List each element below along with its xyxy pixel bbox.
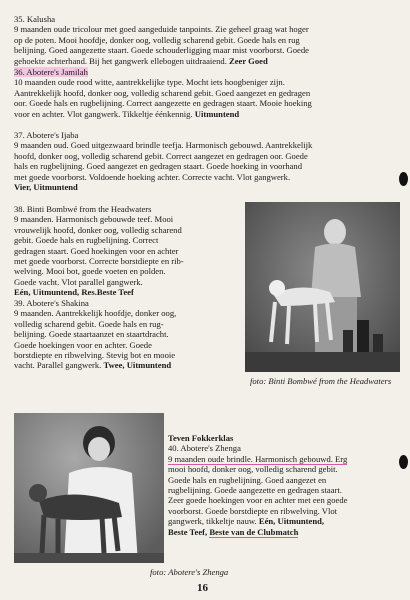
entry-line: 10 maanden oude rood witte, aantrekkelijke type. Mocht iets hoogbeniger zijn.	[14, 77, 285, 88]
caption-photo-binti: foto: Binti Bombwé from the Headwaters	[250, 376, 392, 386]
entry-line: gebit. Goede hals en rugbelijning. Correct	[14, 235, 159, 246]
binder-hole-mark	[399, 455, 408, 469]
entry-title-highlighted: 36. Abotere's Jamilah	[14, 67, 88, 77]
entry-line-underlined: 9 maanden oude brindle. Harmonisch gebouwd. Erg	[168, 453, 348, 464]
entry-line: 9 maanden. Aantrekkelijk hoofdje, donker oog,	[14, 308, 177, 319]
entry-verdict-highlighted: Beste van de Clubmatch	[209, 526, 299, 537]
entry-line: Goede vacht. Vlot parallel gangwerk.	[14, 276, 143, 287]
entry-line: gedragen staart. Goed hoekingen voor en achter	[14, 245, 179, 256]
entry-line: met goede voorborst. Voldoende hoeking achter. Correcte vacht. Vlot gangwerk.	[14, 171, 291, 182]
entry-verdict: Eén, Uitmuntend,	[258, 516, 325, 527]
entry-line: Aantrekkelijk hoofd, donker oog, volledig scharend gebit. Goed aangezet en gedragen	[14, 87, 311, 98]
entry-line: rugbelijning. Goede aangezette en gedragen staart.	[168, 485, 342, 496]
entry-line: met goede voorborst. Correcte borstdiepte en rib-	[14, 256, 184, 267]
entry-line: voor en achter. Vlot gangwerk. Tikkeltje éénkennig.	[14, 108, 193, 119]
page-number: 16	[197, 582, 208, 594]
entry-title: 39. Abotere's Shakina	[14, 298, 89, 308]
entry-37	[14, 130, 394, 192]
entry-line: gehoekte achterhand. Bij het gangwerk ellebogen uitdraaiend.	[14, 55, 227, 66]
entry-38	[14, 204, 239, 298]
entry-verdict: Beste Teef,	[168, 526, 208, 537]
entry-line: Goede hals en rugbelijning. Goed aangezet en	[168, 474, 327, 485]
entry-line: belijning. Goede staartaanzet en staartdracht.	[14, 329, 169, 340]
entry-verdict: Eén, Uitmuntend, Res.Beste Teef	[14, 287, 134, 298]
entry-line: volledig scharend gebit. Goede hals en rug-	[14, 318, 164, 329]
entry-line: voorborst. Goede borstdiepte en ribwelving. Vlot	[168, 505, 338, 516]
entry-line: 9 maanden. Harmonisch gebouwde teef. Mooi	[14, 214, 174, 225]
entry-verdict: Twee, Uitmuntend	[103, 360, 172, 371]
entry-35	[14, 14, 394, 66]
binder-hole-mark	[399, 172, 408, 186]
entry-title: 37. Abotere's Ijaba	[14, 130, 79, 140]
caption-photo-zhenga: foto: Abotere's Zhenga	[150, 567, 229, 577]
entry-verdict: Zeer Goed	[229, 55, 268, 66]
photo-binti	[245, 202, 400, 372]
entry-title: 35. Kalusha	[14, 14, 56, 24]
entry-line: hoofd, donker oog, volledig scharend gebit. Correct aangezet en gedragen oor. Goede	[14, 150, 308, 161]
entry-line: oor. Goede hals en rugbelijning. Correct aangezette en gedragen staart. Mooie hoeking	[14, 98, 312, 109]
entry-verdict: Uitmuntend	[194, 108, 240, 119]
entry-line: welving. Mooi bot, goede voeten en polden.	[14, 266, 166, 277]
entry-line: op de poten. Mooi hoofdje, donker oog, volledig scharend gebit. Goede hals en rug	[14, 34, 300, 45]
entry-39	[14, 298, 239, 371]
entry-line: Goede hoekingen voor en achter. Goede	[14, 339, 152, 350]
entry-line: Zeer goede hoekingen voor en achter met een goede	[168, 495, 348, 506]
entry-line: hals en rugbelijning. Goed aangezet en gedragen staart. Goede hoeking in voorhand	[14, 161, 303, 172]
entry-title: 38. Binti Bombwé from the Headwaters	[14, 204, 152, 214]
entry-line: belijning. Goed aangezette staart. Goede schouderligging maar mist voorborst. Goede	[14, 45, 309, 56]
entry-line: 9 maanden oude tricolour met goed aangeduide tanpoints. Zie geheel graag wat hoger	[14, 24, 309, 35]
entry-line: 9 maanden oud. Goed uitgezwaard brindle teefja. Harmonisch gebouwd. Aantrekkelijk	[14, 140, 313, 151]
entry-title: 40. Abotere's Zhenga	[168, 443, 241, 454]
class-heading: Teven Fokkerklas	[168, 433, 234, 443]
photo-binti-image	[245, 202, 400, 372]
entry-line: vrouwelijk hoofd, donker oog, volledig scharend	[14, 224, 182, 235]
entry-36	[14, 67, 394, 119]
entry-line: vacht. Parallel gangwerk.	[14, 360, 102, 371]
entry-line: borstdiepte en ribwelving. Stevig bot en mooie	[14, 350, 176, 361]
photo-zhenga-image	[14, 413, 164, 563]
entry-line: gangwerk, tikkeltje nauw.	[168, 516, 257, 527]
entry-verdict: Vier, Uitmuntend	[14, 182, 78, 193]
entry-40	[168, 433, 403, 537]
photo-zhenga	[14, 413, 164, 563]
entry-line: mooi hoofd, donker oog, volledig scharend gebit.	[168, 464, 338, 475]
